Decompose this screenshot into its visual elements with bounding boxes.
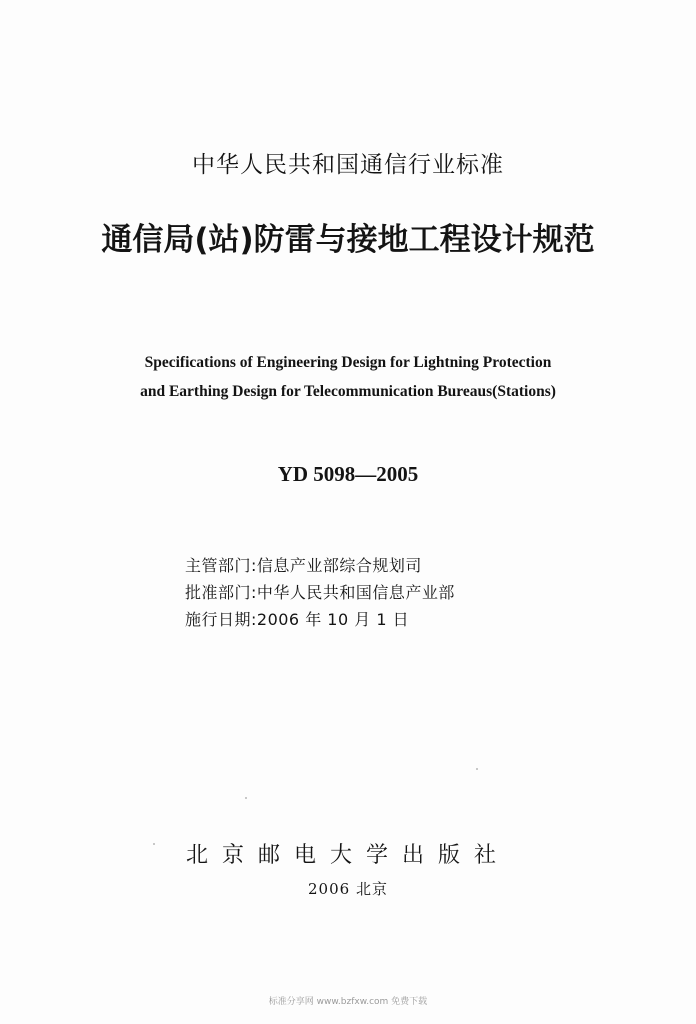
title-en-line-2: and Earthing Design for Telecommunication Bureaus(Stations) <box>140 383 556 400</box>
competent-department: 主管部门:信息产业部综合规划司 <box>185 556 422 575</box>
title-en-line-1: Specifications of Engineering Design for Lightning Protection <box>144 354 552 371</box>
watermark-text: 标准分享网 www.bzfxw.com 免费下载 <box>268 997 428 1007</box>
scan-speck <box>476 768 478 770</box>
document-title-cn: 通信局(站)防雷与接地工程设计规范 <box>101 222 595 258</box>
industry-standard-heading: 中华人民共和国通信行业标准 <box>192 152 504 178</box>
publication-year-place: 2006 北京 <box>308 880 388 898</box>
approval-department: 批准部门:中华人民共和国信息产业部 <box>185 583 455 602</box>
publisher-name: 北京邮电大学出版社 <box>185 843 510 868</box>
standard-code: YD 5098—2005 <box>277 462 419 486</box>
scan-speck <box>245 797 247 799</box>
document-title-en <box>0 348 696 406</box>
scan-speck <box>153 843 155 845</box>
document-meta <box>185 552 455 633</box>
effective-date: 施行日期:2006 年 10 月 1 日 <box>185 610 410 629</box>
